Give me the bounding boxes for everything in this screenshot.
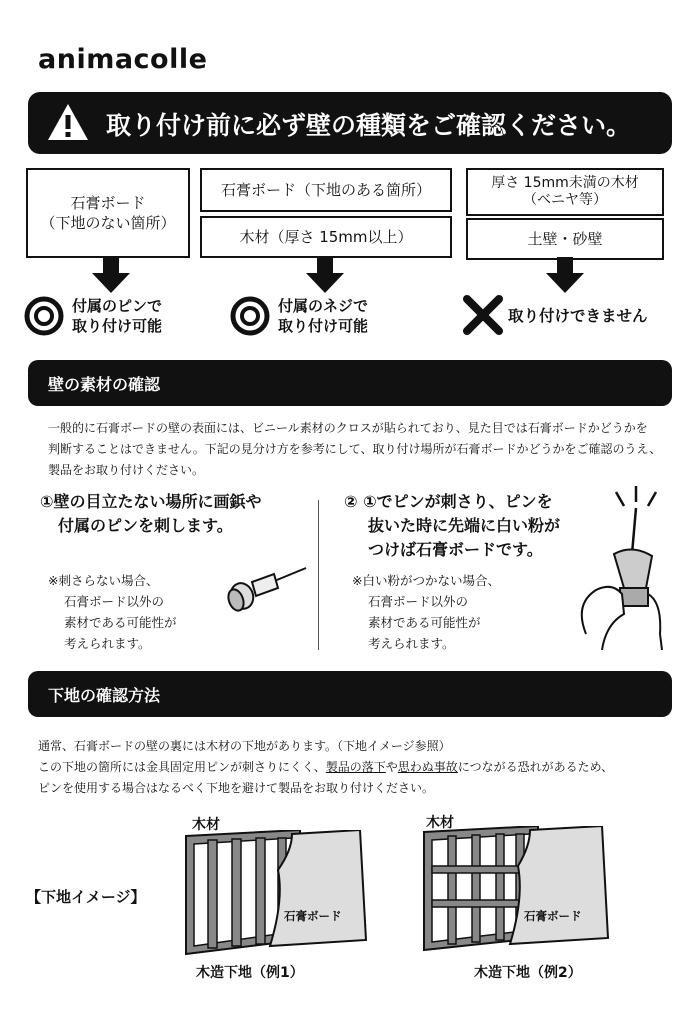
- wall-type-label: 厚さ 15mm未満の木材: [491, 174, 639, 191]
- wall-type-sublabel: （ベニヤ等）: [523, 192, 607, 208]
- para-line: ピンを使用する場合はなるべく下地を避けて製品をお取り付けください。: [38, 781, 435, 795]
- section-title: 壁の素材の確認: [48, 375, 161, 394]
- result-line: 付属のネジで: [278, 297, 369, 315]
- note-line: ※白い粉がつかない場合、: [352, 573, 500, 588]
- note-line: 石膏ボード以外の: [368, 594, 469, 609]
- para-line: 一般的に石膏ボードの壁の表面には、ビニール素材のクロスが貼られており、見た目では石膏ボードかどうかを: [48, 421, 648, 435]
- section-title: 下地の確認方法: [48, 686, 161, 705]
- result-screw: [278, 296, 368, 337]
- board-label: 石膏ボード: [524, 909, 582, 923]
- push-pin-icon: [222, 560, 308, 614]
- wall-type-sublabel: （下地のない箇所）: [40, 214, 176, 232]
- para-line: 通常、石膏ボードの壁の裏には木材の下地があります。（下地イメージ参照）: [38, 739, 451, 753]
- wall-type-label: 木材（厚さ 15mm以上）: [239, 227, 413, 246]
- note-line: 石膏ボード以外の: [64, 594, 165, 609]
- image-label: 【下地イメージ】: [26, 888, 146, 906]
- stud-diagram-2: [418, 826, 614, 956]
- hand-holding-pin-icon: [566, 484, 670, 650]
- step-line: つけば石膏ボードです。: [368, 540, 543, 559]
- wall-type-earth: [466, 218, 664, 260]
- wood-label: 木材: [192, 817, 220, 833]
- down-arrow-icon: [306, 257, 344, 295]
- down-arrow-icon: [546, 257, 584, 295]
- diagram-caption: 木造下地（例1）: [196, 965, 304, 981]
- wall-type-label: 石膏ボード: [70, 193, 146, 212]
- result-line: 取り付け可能: [278, 317, 369, 336]
- wood-label: 木材: [426, 815, 454, 831]
- section-bar-stud: [28, 671, 672, 717]
- para-line: [38, 757, 658, 778]
- wall-type-wood-thick: [200, 216, 452, 258]
- double-circle-icon: [230, 296, 270, 336]
- step-1: [40, 490, 262, 538]
- stud-paragraph: [38, 736, 658, 799]
- note-line: 素材である可能性が: [64, 615, 177, 630]
- result-line: 取り付け可能: [72, 317, 163, 336]
- note-line: ※刺さらない場合、: [48, 573, 159, 588]
- warning-triangle-icon: [46, 102, 90, 142]
- brand-logo: animacolle: [38, 44, 208, 75]
- wall-type-wood-thin: [466, 168, 664, 216]
- step-1-note: [48, 570, 177, 654]
- wall-type-label: 土壁・砂壁: [527, 229, 603, 248]
- text-run: や: [385, 760, 398, 774]
- underlined-text: 思わぬ事故: [397, 760, 458, 774]
- underlined-text: 製品の落下: [325, 760, 386, 774]
- section-bar-material: [28, 360, 672, 406]
- text-run: この下地の箇所には金具固定用ピンが刺さりにくく、: [38, 760, 326, 774]
- result-line: 付属のピンで: [72, 297, 163, 315]
- text-run: につながる恐れがあるため、: [457, 760, 614, 774]
- wall-type-gypsum-stud: [200, 168, 452, 212]
- note-line: 考えられます。: [64, 636, 151, 651]
- step-line: 抜いた時に先端に白い粉が: [368, 516, 561, 535]
- note-line: 素材である可能性が: [368, 615, 481, 630]
- wall-type-label: 石膏ボード（下地のある箇所）: [220, 180, 431, 199]
- step-2: [344, 490, 560, 562]
- result-pin: [72, 296, 162, 337]
- warning-banner: [28, 92, 672, 154]
- step-2-note: [352, 570, 500, 654]
- warning-text: 取り付け前に必ず壁の種類をご確認ください。: [106, 111, 632, 140]
- board-label: 石膏ボード: [284, 909, 342, 923]
- note-line: 考えられます。: [368, 636, 455, 651]
- result-not-possible: 取り付けできません: [508, 307, 648, 325]
- step-line: 付属のピンを刺します。: [58, 516, 233, 535]
- divider: [318, 500, 319, 650]
- cross-mark-icon: [462, 294, 504, 336]
- diagram-caption: 木造下地（例2）: [474, 965, 582, 981]
- para-line: 製品をお取り付けください。: [48, 463, 205, 477]
- para-line: 判断することはできません。下記の見分け方を参考にして、取り付け場所が石膏ボードかどうかをご確認のうえ、: [48, 442, 662, 456]
- double-circle-icon: [24, 296, 64, 336]
- wall-type-gypsum-no-stud: [26, 168, 190, 258]
- intro-paragraph: [48, 418, 668, 481]
- step-line: ② ①でピンが刺さり、ピンを: [344, 492, 553, 511]
- step-line: ①壁の目立たない場所に画鋲や: [40, 492, 262, 511]
- down-arrow-icon: [92, 257, 130, 295]
- stud-diagram-1: [180, 830, 370, 960]
